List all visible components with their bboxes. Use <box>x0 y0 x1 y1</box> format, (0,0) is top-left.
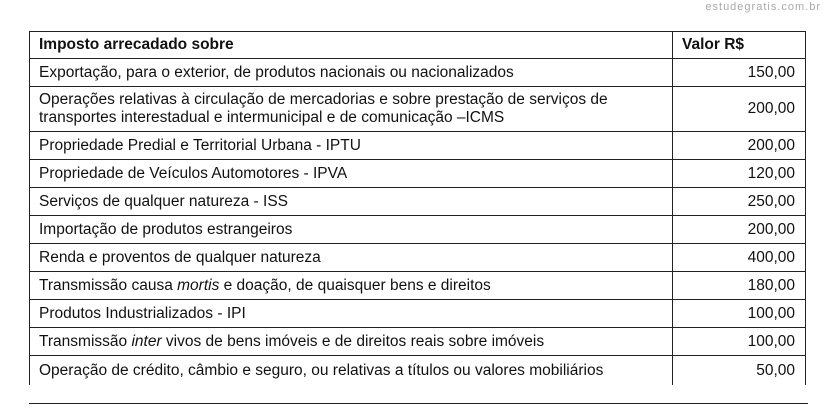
table-bottom-border <box>29 403 808 404</box>
header-value-label: Valor R$ <box>673 32 806 59</box>
tax-description <box>30 244 673 272</box>
description-italic: inter <box>131 332 162 350</box>
tax-value: 400,00 <box>673 244 806 272</box>
description-text: Operações relativas à circulação de mercadorias e sobre prestação de serviços de transportes interestadual e intermunicipal e de comunicação –ICMS <box>39 91 608 126</box>
table-row <box>30 300 806 328</box>
description-text: Importação de produtos estrangeiros <box>39 220 293 238</box>
tax-description <box>30 188 673 216</box>
description-text: Produtos Industrializados - IPI <box>39 304 246 322</box>
table-row <box>30 188 806 216</box>
watermark: estudegratis.com.br <box>705 1 821 13</box>
description-text: Renda e proventos de qualquer natureza <box>39 248 321 266</box>
description-text: Propriedade Predial e Territorial Urbana - IPTU <box>39 136 361 154</box>
description-text: Transmissão causa <box>39 276 178 294</box>
description-text: Operação de crédito, câmbio e seguro, ou relativas a títulos ou valores mobiliários <box>39 361 604 379</box>
table-row <box>30 356 806 386</box>
tax-value: 100,00 <box>673 300 806 328</box>
tax-value: 100,00 <box>673 328 806 356</box>
tax-value: 250,00 <box>673 188 806 216</box>
table-header-row <box>30 32 806 59</box>
table-row <box>30 216 806 244</box>
tax-value: 150,00 <box>673 59 806 87</box>
tax-value: 180,00 <box>673 272 806 300</box>
description-text: Transmissão <box>39 332 132 350</box>
table-row <box>30 132 806 160</box>
tax-description <box>30 272 673 300</box>
tax-description <box>30 160 673 188</box>
description-text: vivos de bens imóveis e de direitos reais sobre imóveis <box>161 332 545 350</box>
tax-description <box>30 132 673 160</box>
table-row <box>30 244 806 272</box>
description-text: Exportação, para o exterior, de produtos nacionais ou nacionalizados <box>39 63 514 81</box>
tax-description <box>30 328 673 356</box>
description-text: Propriedade de Veículos Automotores - IPVA <box>39 164 348 182</box>
tax-table <box>29 31 806 385</box>
description-text: Serviços de qualquer natureza - ISS <box>39 192 288 210</box>
tax-value: 120,00 <box>673 160 806 188</box>
description-text: e doação, de quaisquer bens e direitos <box>219 276 491 294</box>
tax-description <box>30 87 673 132</box>
tax-value: 200,00 <box>673 216 806 244</box>
table-row <box>30 87 806 132</box>
table-row <box>30 59 806 87</box>
table-row <box>30 160 806 188</box>
tax-description <box>30 59 673 87</box>
tax-value: 200,00 <box>673 132 806 160</box>
description-italic: mortis <box>177 276 220 294</box>
header-tax-label: Imposto arrecadado sobre <box>30 32 673 59</box>
tax-value: 50,00 <box>673 356 806 386</box>
tax-value: 200,00 <box>673 87 806 132</box>
table-row <box>30 328 806 356</box>
tax-description <box>30 216 673 244</box>
tax-description <box>30 356 673 386</box>
table-row <box>30 272 806 300</box>
tax-description <box>30 300 673 328</box>
